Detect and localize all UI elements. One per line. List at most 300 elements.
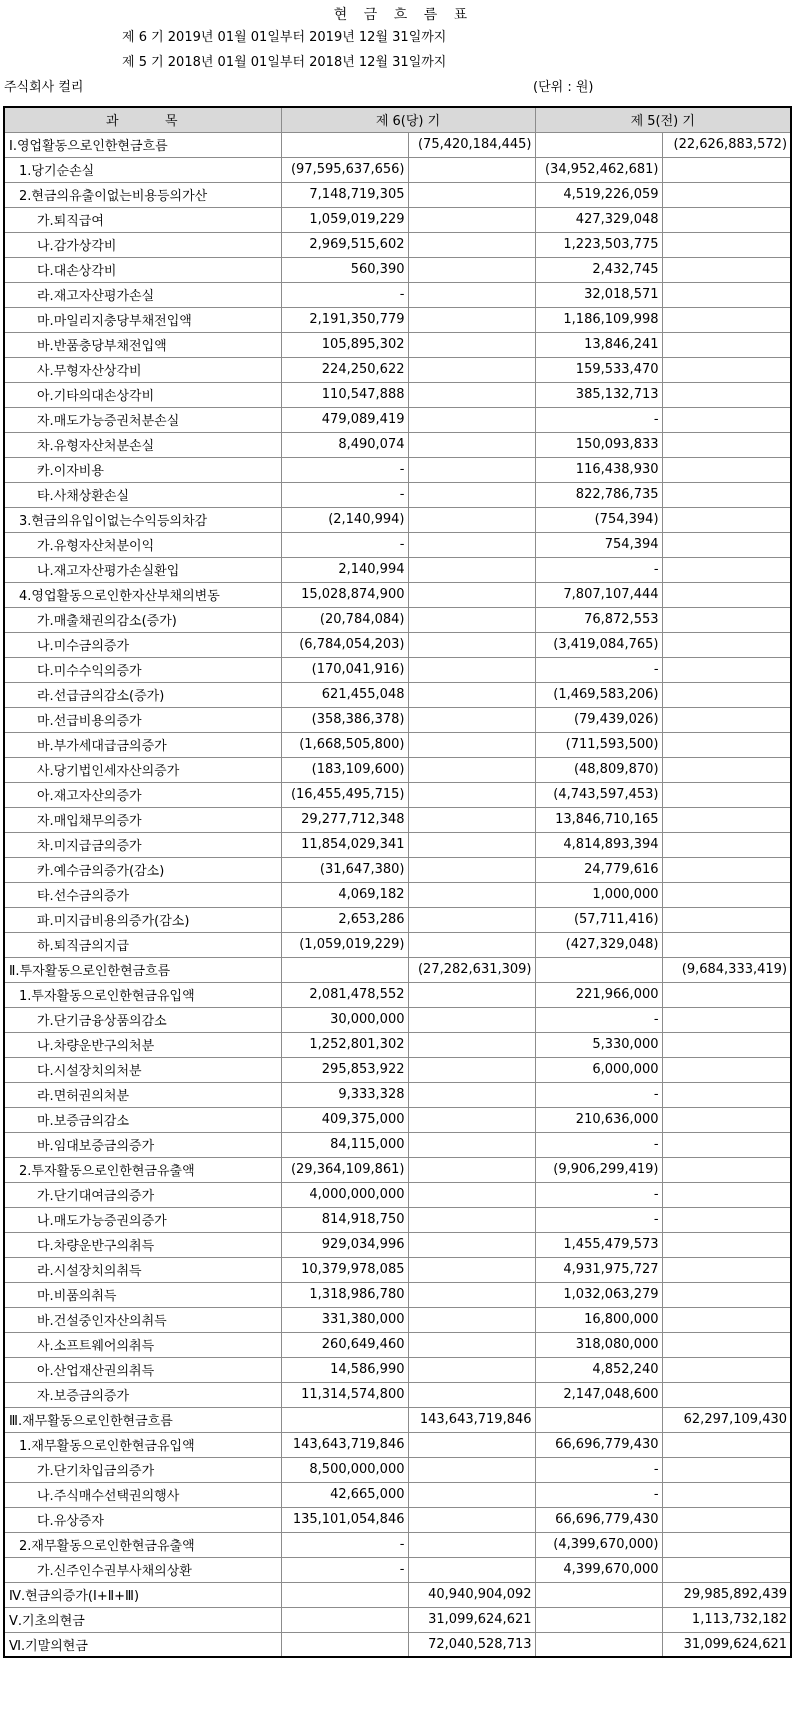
current-detail-amount: 14,586,990 — [281, 1357, 408, 1382]
prior-detail-amount: 210,636,000 — [535, 1107, 662, 1132]
table-row — [4, 1582, 791, 1607]
row-label: 마.보증금의감소 — [4, 1107, 281, 1132]
row-label: 가.퇴직급여 — [4, 207, 281, 232]
current-total-amount — [408, 732, 535, 757]
current-total-amount — [408, 1182, 535, 1207]
current-detail-amount: 30,000,000 — [281, 1007, 408, 1032]
row-label: 1.재무활동으로인한현금유입액 — [4, 1432, 281, 1457]
prior-detail-amount: 1,455,479,573 — [535, 1232, 662, 1257]
table-row — [4, 1557, 791, 1582]
prior-detail-amount: 159,533,470 — [535, 357, 662, 382]
statement-title: 현 금 흐 름 표 — [333, 7, 474, 23]
current-detail-amount: 2,140,994 — [281, 557, 408, 582]
prior-total-amount — [662, 757, 791, 782]
table-row — [4, 157, 791, 182]
current-detail-amount: 10,379,978,085 — [281, 1257, 408, 1282]
prior-total-amount — [662, 1432, 791, 1457]
prior-total-amount — [662, 1282, 791, 1307]
current-detail-amount: 4,000,000,000 — [281, 1182, 408, 1207]
prior-detail-amount: 13,846,241 — [535, 332, 662, 357]
table-row — [4, 1107, 791, 1132]
row-label: 나.미수금의증가 — [4, 632, 281, 657]
prior-total-amount — [662, 307, 791, 332]
prior-detail-amount: 2,147,048,600 — [535, 1382, 662, 1407]
current-detail-amount: - — [281, 1532, 408, 1557]
prior-detail-amount: - — [535, 1132, 662, 1157]
current-total-amount — [408, 857, 535, 882]
current-total-amount — [408, 1032, 535, 1057]
table-body — [4, 132, 791, 1657]
current-total-amount — [408, 357, 535, 382]
prior-total-amount — [662, 557, 791, 582]
row-label: 바.반품충당부채전입액 — [4, 332, 281, 357]
table-row — [4, 657, 791, 682]
table-row — [4, 1057, 791, 1082]
row-label: 나.매도가능증권의증가 — [4, 1207, 281, 1232]
current-detail-amount: 105,895,302 — [281, 332, 408, 357]
current-total-amount — [408, 182, 535, 207]
prior-total-amount — [662, 882, 791, 907]
row-label: 라.시설장치의취득 — [4, 1257, 281, 1282]
row-label: 라.선급금의감소(증가) — [4, 682, 281, 707]
row-label: 타.선수금의증가 — [4, 882, 281, 907]
row-label: 아.재고자산의증가 — [4, 782, 281, 807]
current-total-amount — [408, 1282, 535, 1307]
table-row — [4, 132, 791, 157]
prior-detail-amount: 318,080,000 — [535, 1332, 662, 1357]
current-total-amount — [408, 1382, 535, 1407]
current-detail-amount: - — [281, 457, 408, 482]
prior-detail-amount: 66,696,779,430 — [535, 1432, 662, 1457]
current-detail-amount: 1,059,019,229 — [281, 207, 408, 232]
prior-detail-amount: - — [535, 657, 662, 682]
prior-total-amount — [662, 907, 791, 932]
current-total-amount — [408, 1207, 535, 1232]
current-total-amount — [408, 232, 535, 257]
prior-detail-amount: - — [535, 557, 662, 582]
table-row — [4, 557, 791, 582]
current-detail-amount: (29,364,109,861) — [281, 1157, 408, 1182]
prior-detail-amount: (3,419,084,765) — [535, 632, 662, 657]
prior-total-amount — [662, 457, 791, 482]
prior-detail-amount: 1,000,000 — [535, 882, 662, 907]
row-label: 가.단기금융상품의감소 — [4, 1007, 281, 1032]
current-detail-amount: (358,386,378) — [281, 707, 408, 732]
prior-total-amount — [662, 1332, 791, 1357]
prior-detail-amount: 2,432,745 — [535, 257, 662, 282]
prior-detail-amount: 385,132,713 — [535, 382, 662, 407]
current-total-amount: (27,282,631,309) — [408, 957, 535, 982]
prior-total-amount — [662, 1532, 791, 1557]
current-detail-amount: - — [281, 482, 408, 507]
table-row — [4, 207, 791, 232]
current-total-amount — [408, 707, 535, 732]
table-row — [4, 507, 791, 532]
current-detail-amount: 2,969,515,602 — [281, 232, 408, 257]
prior-detail-amount: 4,814,893,394 — [535, 832, 662, 857]
prior-detail-amount: - — [535, 1007, 662, 1032]
prior-detail-amount: 4,519,226,059 — [535, 182, 662, 207]
current-total-amount — [408, 1082, 535, 1107]
prior-total-amount — [662, 857, 791, 882]
company-name: 주식회사 컬리 — [4, 80, 84, 95]
row-label: 사.무형자산상각비 — [4, 357, 281, 382]
prior-total-amount — [662, 707, 791, 732]
prior-total-amount: 29,985,892,439 — [662, 1582, 791, 1607]
current-detail-amount: 295,853,922 — [281, 1057, 408, 1082]
table-row — [4, 407, 791, 432]
row-label: 다.대손상각비 — [4, 257, 281, 282]
current-total-amount — [408, 257, 535, 282]
prior-total-amount — [662, 357, 791, 382]
current-detail-amount: 224,250,622 — [281, 357, 408, 382]
prior-total-amount — [662, 782, 791, 807]
currency-unit: (단위 : 원) — [533, 80, 594, 95]
table-row — [4, 732, 791, 757]
current-detail-amount: (20,784,084) — [281, 607, 408, 632]
prior-total-amount — [662, 807, 791, 832]
prior-detail-amount: (79,439,026) — [535, 707, 662, 732]
table-row — [4, 182, 791, 207]
current-total-amount — [408, 407, 535, 432]
current-detail-amount: 8,500,000,000 — [281, 1457, 408, 1482]
table-row — [4, 932, 791, 957]
table-row — [4, 1257, 791, 1282]
row-label: 차.유형자산처분손실 — [4, 432, 281, 457]
prior-total-amount — [662, 1132, 791, 1157]
table-row — [4, 607, 791, 632]
prior-total-amount — [662, 1557, 791, 1582]
table-row — [4, 1482, 791, 1507]
prior-total-amount — [662, 1457, 791, 1482]
current-total-amount: 143,643,719,846 — [408, 1407, 535, 1432]
row-label: Ⅰ.영업활동으로인한현금흐름 — [4, 132, 281, 157]
prior-total-amount: 62,297,109,430 — [662, 1407, 791, 1432]
prior-detail-amount: 13,846,710,165 — [535, 807, 662, 832]
prior-total-amount — [662, 482, 791, 507]
row-label: 바.임대보증금의증가 — [4, 1132, 281, 1157]
current-detail-amount: 2,081,478,552 — [281, 982, 408, 1007]
table-row — [4, 1007, 791, 1032]
table-row — [4, 1407, 791, 1432]
row-label: 나.감가상각비 — [4, 232, 281, 257]
prior-detail-amount: 1,186,109,998 — [535, 307, 662, 332]
table-row — [4, 432, 791, 457]
prior-total-amount — [662, 332, 791, 357]
prior-total-amount — [662, 257, 791, 282]
row-label: 다.미수수익의증가 — [4, 657, 281, 682]
current-total-amount — [408, 207, 535, 232]
table-row — [4, 1607, 791, 1632]
table-row — [4, 532, 791, 557]
row-label: 아.기타의대손상각비 — [4, 382, 281, 407]
row-label: 사.당기법인세자산의증가 — [4, 757, 281, 782]
current-total-amount — [408, 907, 535, 932]
current-total-amount — [408, 1257, 535, 1282]
prior-period-range: 제 5 기 2018년 01월 01일부터 2018년 12월 31일까지 — [122, 55, 447, 70]
current-detail-amount — [281, 132, 408, 157]
current-detail-amount: 1,318,986,780 — [281, 1282, 408, 1307]
row-label: 카.예수금의증가(감소) — [4, 857, 281, 882]
current-detail-amount: (1,668,505,800) — [281, 732, 408, 757]
table-row — [4, 332, 791, 357]
prior-total-amount — [662, 532, 791, 557]
current-total-amount — [408, 682, 535, 707]
prior-detail-amount: (57,711,416) — [535, 907, 662, 932]
row-label: 타.사채상환손실 — [4, 482, 281, 507]
prior-detail-amount: - — [535, 1182, 662, 1207]
row-label: 마.비품의취득 — [4, 1282, 281, 1307]
table-row — [4, 682, 791, 707]
table-row — [4, 1157, 791, 1182]
current-total-amount: (75,420,184,445) — [408, 132, 535, 157]
current-total-amount — [408, 382, 535, 407]
current-total-amount — [408, 582, 535, 607]
table-row — [4, 1282, 791, 1307]
current-detail-amount: 42,665,000 — [281, 1482, 408, 1507]
prior-detail-amount: 6,000,000 — [535, 1057, 662, 1082]
current-detail-amount — [281, 1607, 408, 1632]
prior-detail-amount: (427,329,048) — [535, 932, 662, 957]
prior-total-amount: (9,684,333,419) — [662, 957, 791, 982]
current-detail-amount: 15,028,874,900 — [281, 582, 408, 607]
row-label: 2.투자활동으로인한현금유출액 — [4, 1157, 281, 1182]
prior-detail-amount: 4,399,670,000 — [535, 1557, 662, 1582]
row-label: 마.마일리지충당부채전입액 — [4, 307, 281, 332]
prior-total-amount — [662, 232, 791, 257]
prior-detail-amount: 66,696,779,430 — [535, 1507, 662, 1532]
prior-total-amount — [662, 982, 791, 1007]
prior-detail-amount: 76,872,553 — [535, 607, 662, 632]
prior-total-amount: 1,113,732,182 — [662, 1607, 791, 1632]
current-total-amount — [408, 1332, 535, 1357]
row-label: 카.이자비용 — [4, 457, 281, 482]
current-detail-amount: 621,455,048 — [281, 682, 408, 707]
current-detail-amount: (31,647,380) — [281, 857, 408, 882]
current-total-amount — [408, 782, 535, 807]
current-total-amount — [408, 1057, 535, 1082]
row-label: 파.미지급비용의증가(감소) — [4, 907, 281, 932]
prior-total-amount — [662, 382, 791, 407]
prior-detail-amount: 1,223,503,775 — [535, 232, 662, 257]
table-row — [4, 1357, 791, 1382]
table-row — [4, 1457, 791, 1482]
cash-flow-table — [3, 106, 792, 1658]
current-total-amount — [408, 632, 535, 657]
current-total-amount — [408, 1457, 535, 1482]
prior-total-amount — [662, 1007, 791, 1032]
current-total-amount — [408, 1482, 535, 1507]
prior-total-amount — [662, 1082, 791, 1107]
row-label: 다.유상증자 — [4, 1507, 281, 1532]
prior-detail-amount: (1,469,583,206) — [535, 682, 662, 707]
prior-detail-amount — [535, 1582, 662, 1607]
prior-detail-amount: 32,018,571 — [535, 282, 662, 307]
prior-total-amount — [662, 657, 791, 682]
current-total-amount — [408, 432, 535, 457]
current-total-amount — [408, 932, 535, 957]
current-detail-amount: 8,490,074 — [281, 432, 408, 457]
row-label: 라.면허권의처분 — [4, 1082, 281, 1107]
prior-total-amount — [662, 282, 791, 307]
table-row — [4, 832, 791, 857]
current-detail-amount: 2,191,350,779 — [281, 307, 408, 332]
row-label: 자.매도가능증권처분손실 — [4, 407, 281, 432]
row-label: 바.부가세대급금의증가 — [4, 732, 281, 757]
table-row — [4, 632, 791, 657]
current-total-amount — [408, 1157, 535, 1182]
prior-detail-amount: 754,394 — [535, 532, 662, 557]
header-current-period: 제 6(당) 기 — [281, 107, 535, 132]
prior-detail-amount: (48,809,870) — [535, 757, 662, 782]
table-row — [4, 1382, 791, 1407]
row-label: 나.재고자산평가손실환입 — [4, 557, 281, 582]
prior-detail-amount: 822,786,735 — [535, 482, 662, 507]
prior-total-amount — [662, 1382, 791, 1407]
current-detail-amount: 7,148,719,305 — [281, 182, 408, 207]
prior-detail-amount — [535, 132, 662, 157]
prior-total-amount — [662, 607, 791, 632]
table-row — [4, 282, 791, 307]
prior-total-amount — [662, 1257, 791, 1282]
current-detail-amount: (1,059,019,229) — [281, 932, 408, 957]
prior-total-amount — [662, 407, 791, 432]
current-detail-amount: 814,918,750 — [281, 1207, 408, 1232]
prior-detail-amount: (4,399,670,000) — [535, 1532, 662, 1557]
current-total-amount — [408, 457, 535, 482]
prior-detail-amount: - — [535, 1207, 662, 1232]
current-period-range: 제 6 기 2019년 01월 01일부터 2019년 12월 31일까지 — [122, 30, 447, 45]
table-row — [4, 1332, 791, 1357]
current-total-amount — [408, 482, 535, 507]
row-label: 1.투자활동으로인한현금유입액 — [4, 982, 281, 1007]
prior-total-amount — [662, 432, 791, 457]
prior-total-amount — [662, 632, 791, 657]
current-total-amount — [408, 1232, 535, 1257]
current-detail-amount: - — [281, 282, 408, 307]
table-row — [4, 1232, 791, 1257]
row-label: 자.보증금의증가 — [4, 1382, 281, 1407]
current-detail-amount: - — [281, 532, 408, 557]
table-row — [4, 1432, 791, 1457]
current-total-amount — [408, 507, 535, 532]
current-total-amount — [408, 1432, 535, 1457]
current-total-amount — [408, 882, 535, 907]
current-detail-amount: 110,547,888 — [281, 382, 408, 407]
row-label: 다.시설장치의처분 — [4, 1057, 281, 1082]
prior-detail-amount — [535, 1632, 662, 1657]
row-label: 1.당기순손실 — [4, 157, 281, 182]
row-label: 아.산업재산권의취득 — [4, 1357, 281, 1382]
table-row — [4, 1132, 791, 1157]
row-label: 바.건설중인자산의취득 — [4, 1307, 281, 1332]
current-total-amount — [408, 1107, 535, 1132]
current-detail-amount — [281, 1582, 408, 1607]
prior-detail-amount — [535, 1607, 662, 1632]
row-label: 사.소프트웨어의취득 — [4, 1332, 281, 1357]
table-row — [4, 1207, 791, 1232]
table-row — [4, 457, 791, 482]
current-detail-amount: 84,115,000 — [281, 1132, 408, 1157]
prior-detail-amount: (34,952,462,681) — [535, 157, 662, 182]
row-label: 다.차량운반구의취득 — [4, 1232, 281, 1257]
current-total-amount — [408, 307, 535, 332]
table-row — [4, 882, 791, 907]
prior-total-amount — [662, 1157, 791, 1182]
current-total-amount — [408, 1532, 535, 1557]
current-detail-amount: 4,069,182 — [281, 882, 408, 907]
prior-detail-amount — [535, 1407, 662, 1432]
prior-total-amount — [662, 1357, 791, 1382]
current-total-amount — [408, 557, 535, 582]
prior-total-amount: (22,626,883,572) — [662, 132, 791, 157]
prior-total-amount — [662, 1232, 791, 1257]
row-label: 마.선급비용의증가 — [4, 707, 281, 732]
prior-total-amount — [662, 1182, 791, 1207]
table-row — [4, 257, 791, 282]
current-detail-amount: 929,034,996 — [281, 1232, 408, 1257]
prior-total-amount — [662, 682, 791, 707]
prior-detail-amount: - — [535, 407, 662, 432]
current-total-amount — [408, 332, 535, 357]
prior-total-amount — [662, 1207, 791, 1232]
prior-total-amount — [662, 832, 791, 857]
current-detail-amount: 2,653,286 — [281, 907, 408, 932]
prior-detail-amount: 150,093,833 — [535, 432, 662, 457]
prior-detail-amount: 4,931,975,727 — [535, 1257, 662, 1282]
current-detail-amount: (6,784,054,203) — [281, 632, 408, 657]
prior-total-amount — [662, 1507, 791, 1532]
prior-total-amount — [662, 1057, 791, 1082]
row-label: 4.영업활동으로인한자산부채의변동 — [4, 582, 281, 607]
current-total-amount — [408, 1557, 535, 1582]
current-detail-amount: 260,649,460 — [281, 1332, 408, 1357]
current-detail-amount: (16,455,495,715) — [281, 782, 408, 807]
row-label: Ⅴ.기초의현금 — [4, 1607, 281, 1632]
table-row — [4, 857, 791, 882]
table-row — [4, 1182, 791, 1207]
table-row — [4, 482, 791, 507]
prior-total-amount — [662, 1032, 791, 1057]
row-label: Ⅱ.투자활동으로인한현금흐름 — [4, 957, 281, 982]
row-label: 가.매출채권의감소(증가) — [4, 607, 281, 632]
header-subject — [4, 107, 281, 132]
prior-detail-amount: - — [535, 1457, 662, 1482]
current-detail-amount: (97,595,637,656) — [281, 157, 408, 182]
prior-detail-amount: 221,966,000 — [535, 982, 662, 1007]
current-total-amount: 40,940,904,092 — [408, 1582, 535, 1607]
current-detail-amount: 560,390 — [281, 257, 408, 282]
table-row — [4, 1507, 791, 1532]
prior-detail-amount: 7,807,107,444 — [535, 582, 662, 607]
table-row — [4, 957, 791, 982]
current-detail-amount: 135,101,054,846 — [281, 1507, 408, 1532]
prior-total-amount — [662, 507, 791, 532]
current-detail-amount: 29,277,712,348 — [281, 807, 408, 832]
prior-total-amount — [662, 932, 791, 957]
row-label: 2.재무활동으로인한현금유출액 — [4, 1532, 281, 1557]
table-row — [4, 982, 791, 1007]
row-label: 가.단기대여금의증가 — [4, 1182, 281, 1207]
prior-total-amount — [662, 1307, 791, 1332]
row-label: 나.주식매수선택권의행사 — [4, 1482, 281, 1507]
header-subject-left: 과 — [106, 114, 119, 130]
current-detail-amount: (2,140,994) — [281, 507, 408, 532]
row-label: 가.신주인수권부사채의상환 — [4, 1557, 281, 1582]
current-total-amount — [408, 1357, 535, 1382]
table-row — [4, 907, 791, 932]
current-total-amount — [408, 1132, 535, 1157]
